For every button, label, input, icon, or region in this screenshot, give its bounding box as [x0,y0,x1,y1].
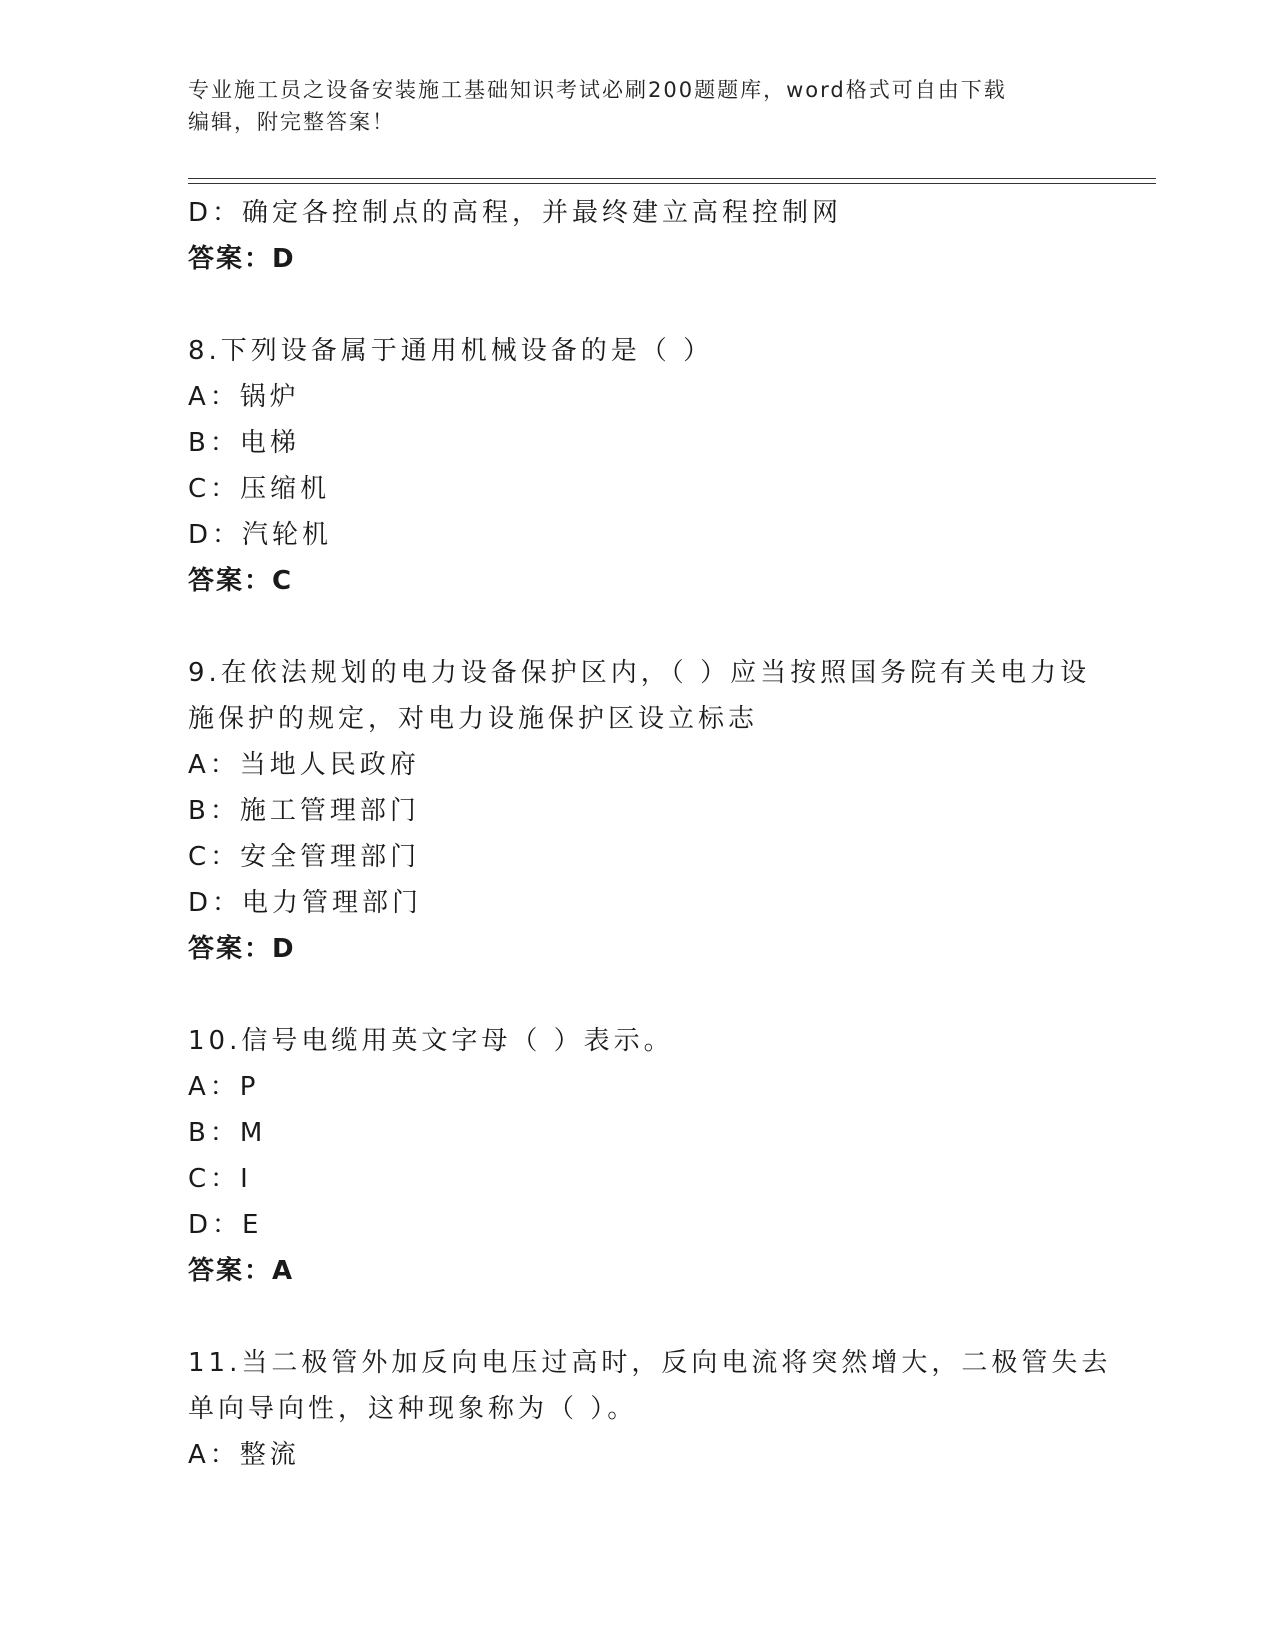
prev-answer: 答案：D [188,244,296,274]
question-stem-continued: 单向导向性，这种现象称为（ ）。 [188,1394,638,1424]
spacer [188,282,1088,328]
header-divider-top [188,178,1156,179]
option-c: C：安全管理部门 [188,842,421,872]
header-line-1: 专业施工员之设备安装施工基础知识考试必刷200题题库，word格式可自由下载 [188,78,1007,102]
question-8 [188,328,1088,604]
option-c: C：压缩机 [188,474,331,504]
question-stem-continued: 施保护的规定，对电力设施保护区设立标志 [188,704,759,734]
option-b: B：电梯 [188,428,300,458]
option-a: A：整流 [188,1440,300,1470]
answer: 答案：C [188,566,294,596]
question-stem: 9.在依法规划的电力设备保护区内，（ ）应当按照国务院有关电力设 [188,658,1091,688]
option-a: A：P [188,1072,260,1102]
question-stem: 8.下列设备属于通用机械设备的是（ ） [188,336,714,366]
question-11 [188,1340,1112,1478]
prev-option-d: D：确定各控制点的高程，并最终建立高程控制网 [188,198,843,228]
header-line-2: 编辑，附完整答案！ [188,110,395,134]
document-header [188,74,1068,138]
option-d: D：E [188,1210,263,1240]
spacer [188,604,1088,650]
question-stem: 10.信号电缆用英文字母（ ）表示。 [188,1026,674,1056]
answer: 答案：A [188,1256,295,1286]
option-a: A：当地人民政府 [188,750,420,780]
spacer [188,1294,1088,1340]
answer: 答案：D [188,934,296,964]
question-stem: 11.当二极管外加反向电压过高时，反向电流将突然增大，二极管失去 [188,1348,1112,1378]
option-d: D：汽轮机 [188,520,333,550]
spacer [188,972,1088,1018]
option-d: D：电力管理部门 [188,888,423,918]
option-c: C：I [188,1164,252,1194]
question-list [188,190,1112,1478]
header-divider-bottom [188,183,1156,184]
option-b: B：施工管理部门 [188,796,420,826]
option-a: A：锅炉 [188,382,300,412]
question-10 [188,1018,1088,1294]
option-b: B：M [188,1118,267,1148]
question-9 [188,650,1091,972]
